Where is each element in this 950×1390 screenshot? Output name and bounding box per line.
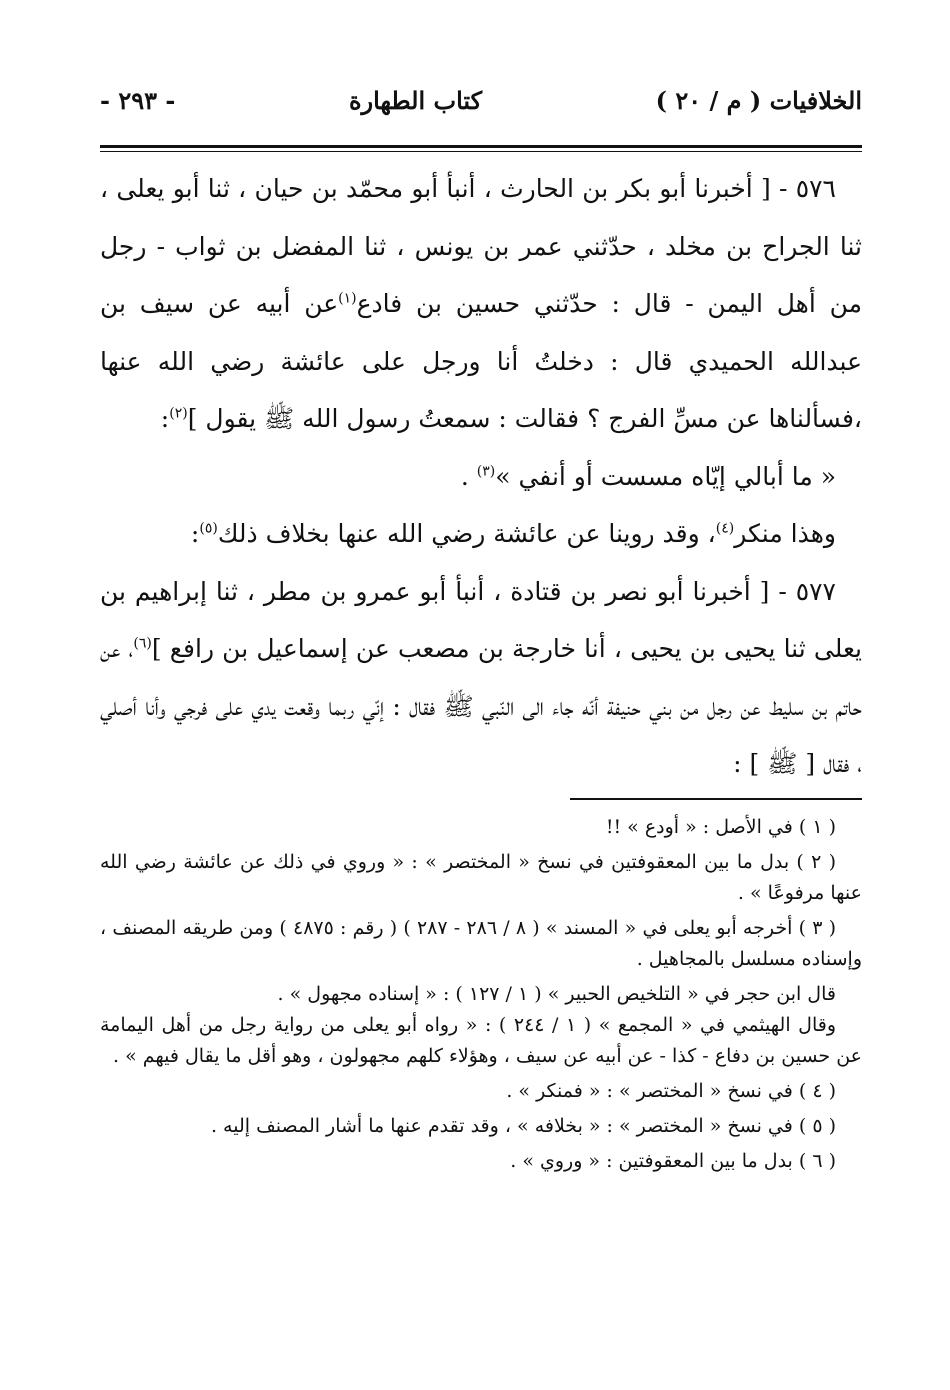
commentary-text-1: وهذا منكر	[734, 519, 836, 548]
main-text	[100, 160, 862, 793]
hadith-quote	[100, 448, 862, 506]
hadith-576-text-1: ٥٧٦ - [ أخبرنا أبو بكر بن الحارث ، أنبأ أبو محمّد بن حيان ، ثنا أبو يعلى ، ثنا الجراح بن مخلد ، حدّثني عمر بن يونس ، ثنا المفضل بن ثواب - رجل من أهل اليمن - قال : حدّثني حسين بن فادع	[100, 174, 862, 318]
hadith-577-text-1: ٥٧٧ - [ أخبرنا أبو نصر بن قتادة ، أنبأ أبو عمرو بن مطر ، ثنا إبراهيم بن يعلى ثنا يحيى بن يحيى ، أنا خارجة بن مصعب عن إسماعيل بن رافع ]	[100, 576, 862, 663]
footnote-3-haythami: وقال الهيثمي في « المجمع » ( ١ / ٢٤٤ ) : « رواه أبو يعلى من رواية رجل من أهل اليمامة عن حسين بن دفاع - كذا - عن أبيه عن سيف ، وهؤلاء كلهم مجهولون ، وهو أقل ما يقال فيهم » .	[100, 1014, 862, 1067]
hadith-576-paragraph	[100, 160, 862, 448]
book-title: الخلافيات ( م / ٢٠ )	[655, 85, 862, 115]
footnotes	[100, 812, 862, 1177]
footnote-3-ibn-hajar: قال ابن حجر في « التلخيص الحبير » ( ١ / ١٢٧ ) : « إسناده مجهول » .	[277, 983, 836, 1005]
footnote-ref-6: (٦)	[133, 635, 152, 652]
footnote-separator	[570, 798, 862, 800]
footnote-3: ( ٣ ) أخرجه أبو يعلى في « المسند » ( ٨ / ٢٨٦ - ٢٨٧ ) ( رقم : ٤٨٧٥ ) ومن طريقه المصنف ، وإسناده مسلسل بالمجاهيل .	[100, 917, 862, 970]
hadith-577-paragraph	[100, 563, 862, 793]
footnote-4: ( ٤ ) في نسخ « المختصر » : « فمنكر » .	[506, 1080, 836, 1102]
footnote-ref-3: (٣)	[476, 463, 496, 480]
hadith-quote-tail: .	[460, 461, 477, 491]
footnote-5: ( ٥ ) في نسخ « المختصر » : « بخلافه » ، وقد تقدم عنها ما أشار المصنف إليه .	[210, 1115, 836, 1137]
commentary-text-3: :	[190, 519, 200, 548]
header-rule	[100, 145, 862, 148]
footnote-6: ( ٦ ) بدل ما بين المعقوفتين : « وروي » .	[510, 1150, 836, 1172]
hadith-quote-text: « ما أبالي إيّاه مسست أو أنفي »	[495, 461, 836, 491]
commentary-paragraph	[100, 505, 862, 563]
footnote-ref-5: (٥)	[199, 520, 218, 537]
running-header	[100, 78, 862, 122]
footnote-ref-2: (٢)	[169, 405, 188, 422]
hadith-576-text-2: عن أبيه عن سيف بن عبدالله الحميدي قال : دخلتُ أنا ورجل على عائشة رضي الله عنها ،فسألناها عن مسِّ الفرج ؟ فقالت : سمعتُ رسول الله ﷺ يقول ]	[100, 289, 862, 433]
hadith-576-text-3: :	[160, 404, 170, 433]
commentary-text-2: ، وقد روينا عن عائشة رضي الله عنها بخلاف ذلك	[217, 519, 716, 548]
header-rule-thin	[100, 151, 862, 152]
hadith-577-text-2: ، عن حاتم بن سليط عن رجل من بني حنيفة أنّه جاء الى النّبي ﷺ فقال : إنّي ربما وقعت يدي على فرجي وأنا أصلي ، فقال [ ﷺ ] :	[100, 634, 862, 778]
footnote-ref-4: (٤)	[715, 520, 735, 537]
footnote-ref-1: (١)	[338, 290, 357, 307]
page-number: - ٢٩٣ -	[100, 85, 176, 115]
section-title: كتاب الطهارة	[348, 85, 483, 115]
footnote-1: ( ١ ) في الأصل : « أودع » !!	[605, 816, 836, 838]
footnote-2: ( ٢ ) بدل ما بين المعقوفتين في نسخ « المختصر » : « وروي في ذلك عن عائشة رضي الله عنها مرفوعًا » .	[100, 851, 862, 904]
